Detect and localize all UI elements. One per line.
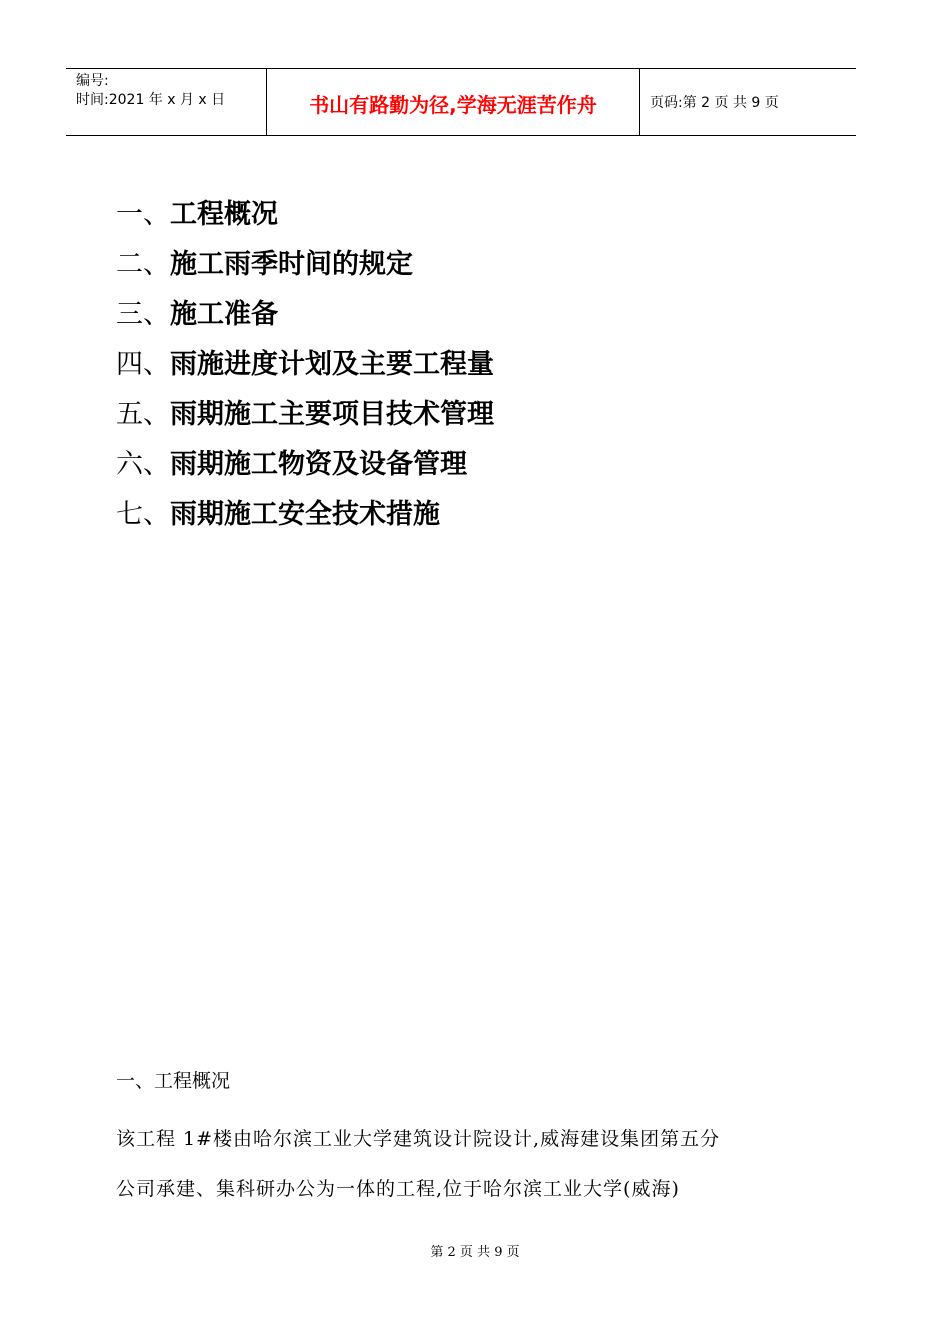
page-footer: 第 2 页 共 9 页 [430,1245,520,1260]
toc-item [116,390,494,440]
toc-item [116,240,494,290]
header-right-cell [640,69,856,135]
header-motto-cell [266,69,640,135]
toc-item-title: 工程概况 [170,199,278,230]
toc-item-title: 雨施进度计划及主要工程量 [170,349,494,380]
page-header [66,68,856,136]
table-of-contents [116,190,494,540]
header-left-cell [66,69,266,135]
toc-item-title: 施工雨季时间的规定 [170,249,413,280]
toc-item-number: 六、 [116,449,170,480]
toc-item [116,340,494,390]
toc-item [116,290,494,340]
section-heading: 一、工程概况 [116,1070,231,1092]
page-number-label: 页码:第 2 页 共 9 页 [650,95,779,111]
section-body [116,1064,816,1214]
toc-item-title: 雨期施工物资及设备管理 [170,449,467,480]
time-label: 时间:2021 年 x 月 x 日 [76,92,226,108]
toc-item-number: 二、 [116,249,170,280]
toc-item [116,440,494,490]
toc-item [116,490,494,540]
toc-item-title: 雨期施工主要项目技术管理 [170,399,494,430]
toc-item-number: 五、 [116,399,170,430]
toc-item-number: 一、 [116,199,170,230]
toc-item-number: 七、 [116,499,170,530]
paragraph-line: 该工程 1#楼由哈尔滨工业大学建筑设计院设计,威海建设集团第五分 [116,1128,721,1150]
header-motto: 书山有路勤为径,学海无涯苦作舟 [309,93,597,117]
toc-item-number: 三、 [116,299,170,330]
toc-item [116,190,494,240]
toc-item-title: 施工准备 [170,299,278,330]
toc-item-title: 雨期施工安全技术措施 [170,499,440,530]
toc-item-number: 四、 [116,349,170,380]
paragraph-line: 公司承建、集科研办公为一体的工程,位于哈尔滨工业大学(威海) [116,1178,680,1200]
serial-number-label: 编号: [76,73,109,89]
